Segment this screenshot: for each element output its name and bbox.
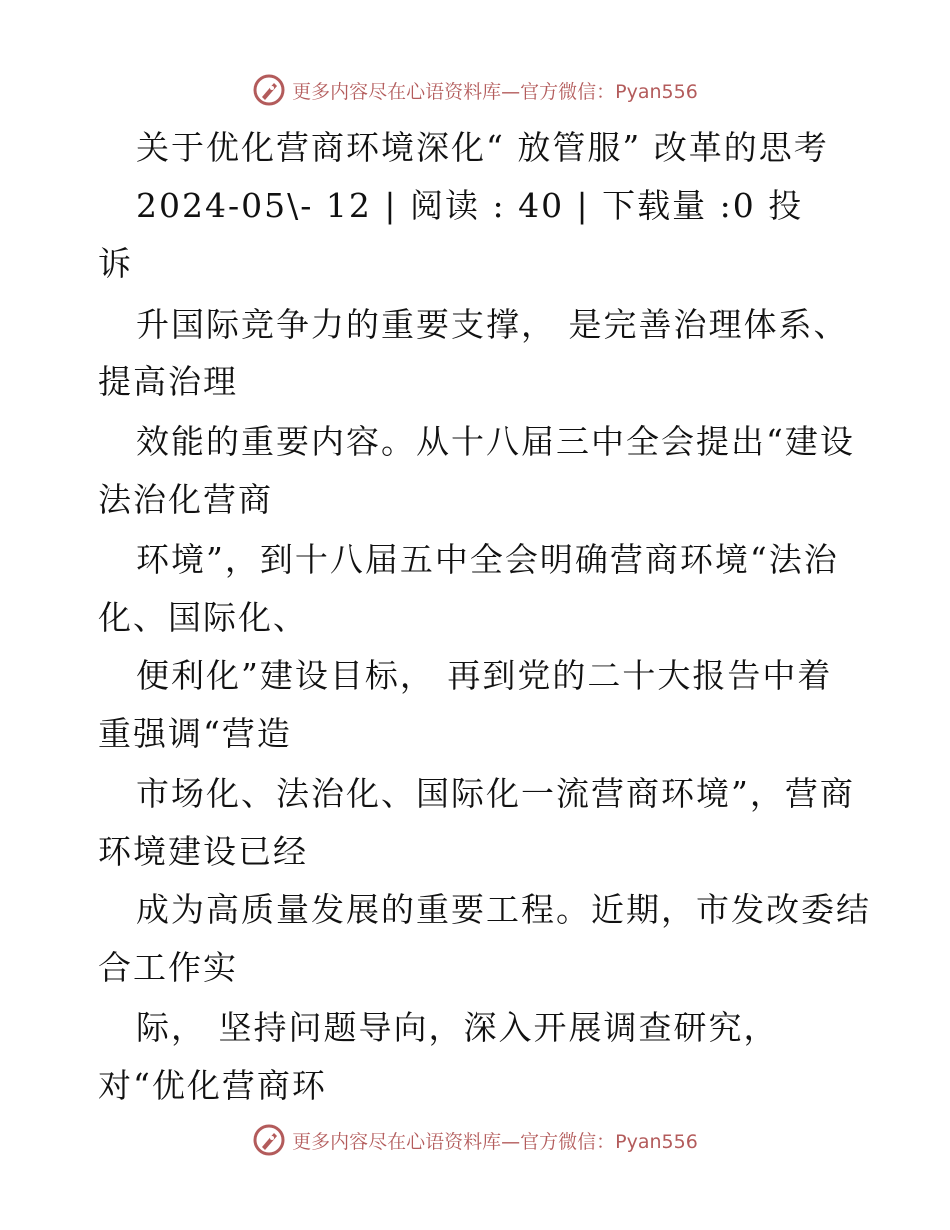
paragraph-line: 市场化、法治化、国际化一流营商环境”，营商: [136, 774, 855, 813]
document-meta-continued: 诉: [98, 244, 133, 283]
paragraph-line: 合工作实: [98, 948, 238, 987]
paragraph-line: 化、国际化、: [98, 598, 308, 637]
paragraph-line: 环境”，到十八届五中全会明确营商环境“法治: [136, 540, 839, 579]
watermark-text: 更多内容尽在心语资料库—官方微信：Pyan556: [292, 80, 698, 103]
footer-watermark-banner: [0, 1120, 950, 1160]
watermark-text: 更多内容尽在心语资料库—官方微信：Pyan556: [292, 1130, 698, 1153]
paragraph-line: 对“优化营商环: [98, 1066, 327, 1105]
pen-nib-logo-icon: [252, 73, 286, 107]
document-meta: 2024-05\- 12 | 阅读 : 40 | 下载量 :0 投: [136, 186, 804, 225]
paragraph-line: 环境建设已经: [98, 832, 308, 871]
paragraph-line: 提高治理: [98, 362, 238, 401]
header-watermark-banner: [0, 70, 950, 110]
paragraph-line: 效能的重要内容。从十八届三中全会提出“建设: [136, 422, 855, 461]
paragraph-line: 便利化”建设目标， 再到党的二十大报告中着: [136, 656, 833, 695]
paragraph-line: 重强调“营造: [98, 714, 292, 753]
paragraph-line: 成为高质量发展的重要工程。近期，市发改委结: [136, 890, 871, 929]
paragraph-line: 法治化营商: [98, 480, 273, 519]
document-title: 关于优化营商环境深化“ 放管服” 改革的思考: [136, 128, 829, 167]
paragraph-line: 际， 坚持问题导向，深入开展调查研究，: [136, 1008, 779, 1047]
pen-nib-logo-icon: [252, 1123, 286, 1157]
paragraph-line: 升国际竞争力的重要支撑， 是完善治理体系、: [136, 305, 849, 344]
